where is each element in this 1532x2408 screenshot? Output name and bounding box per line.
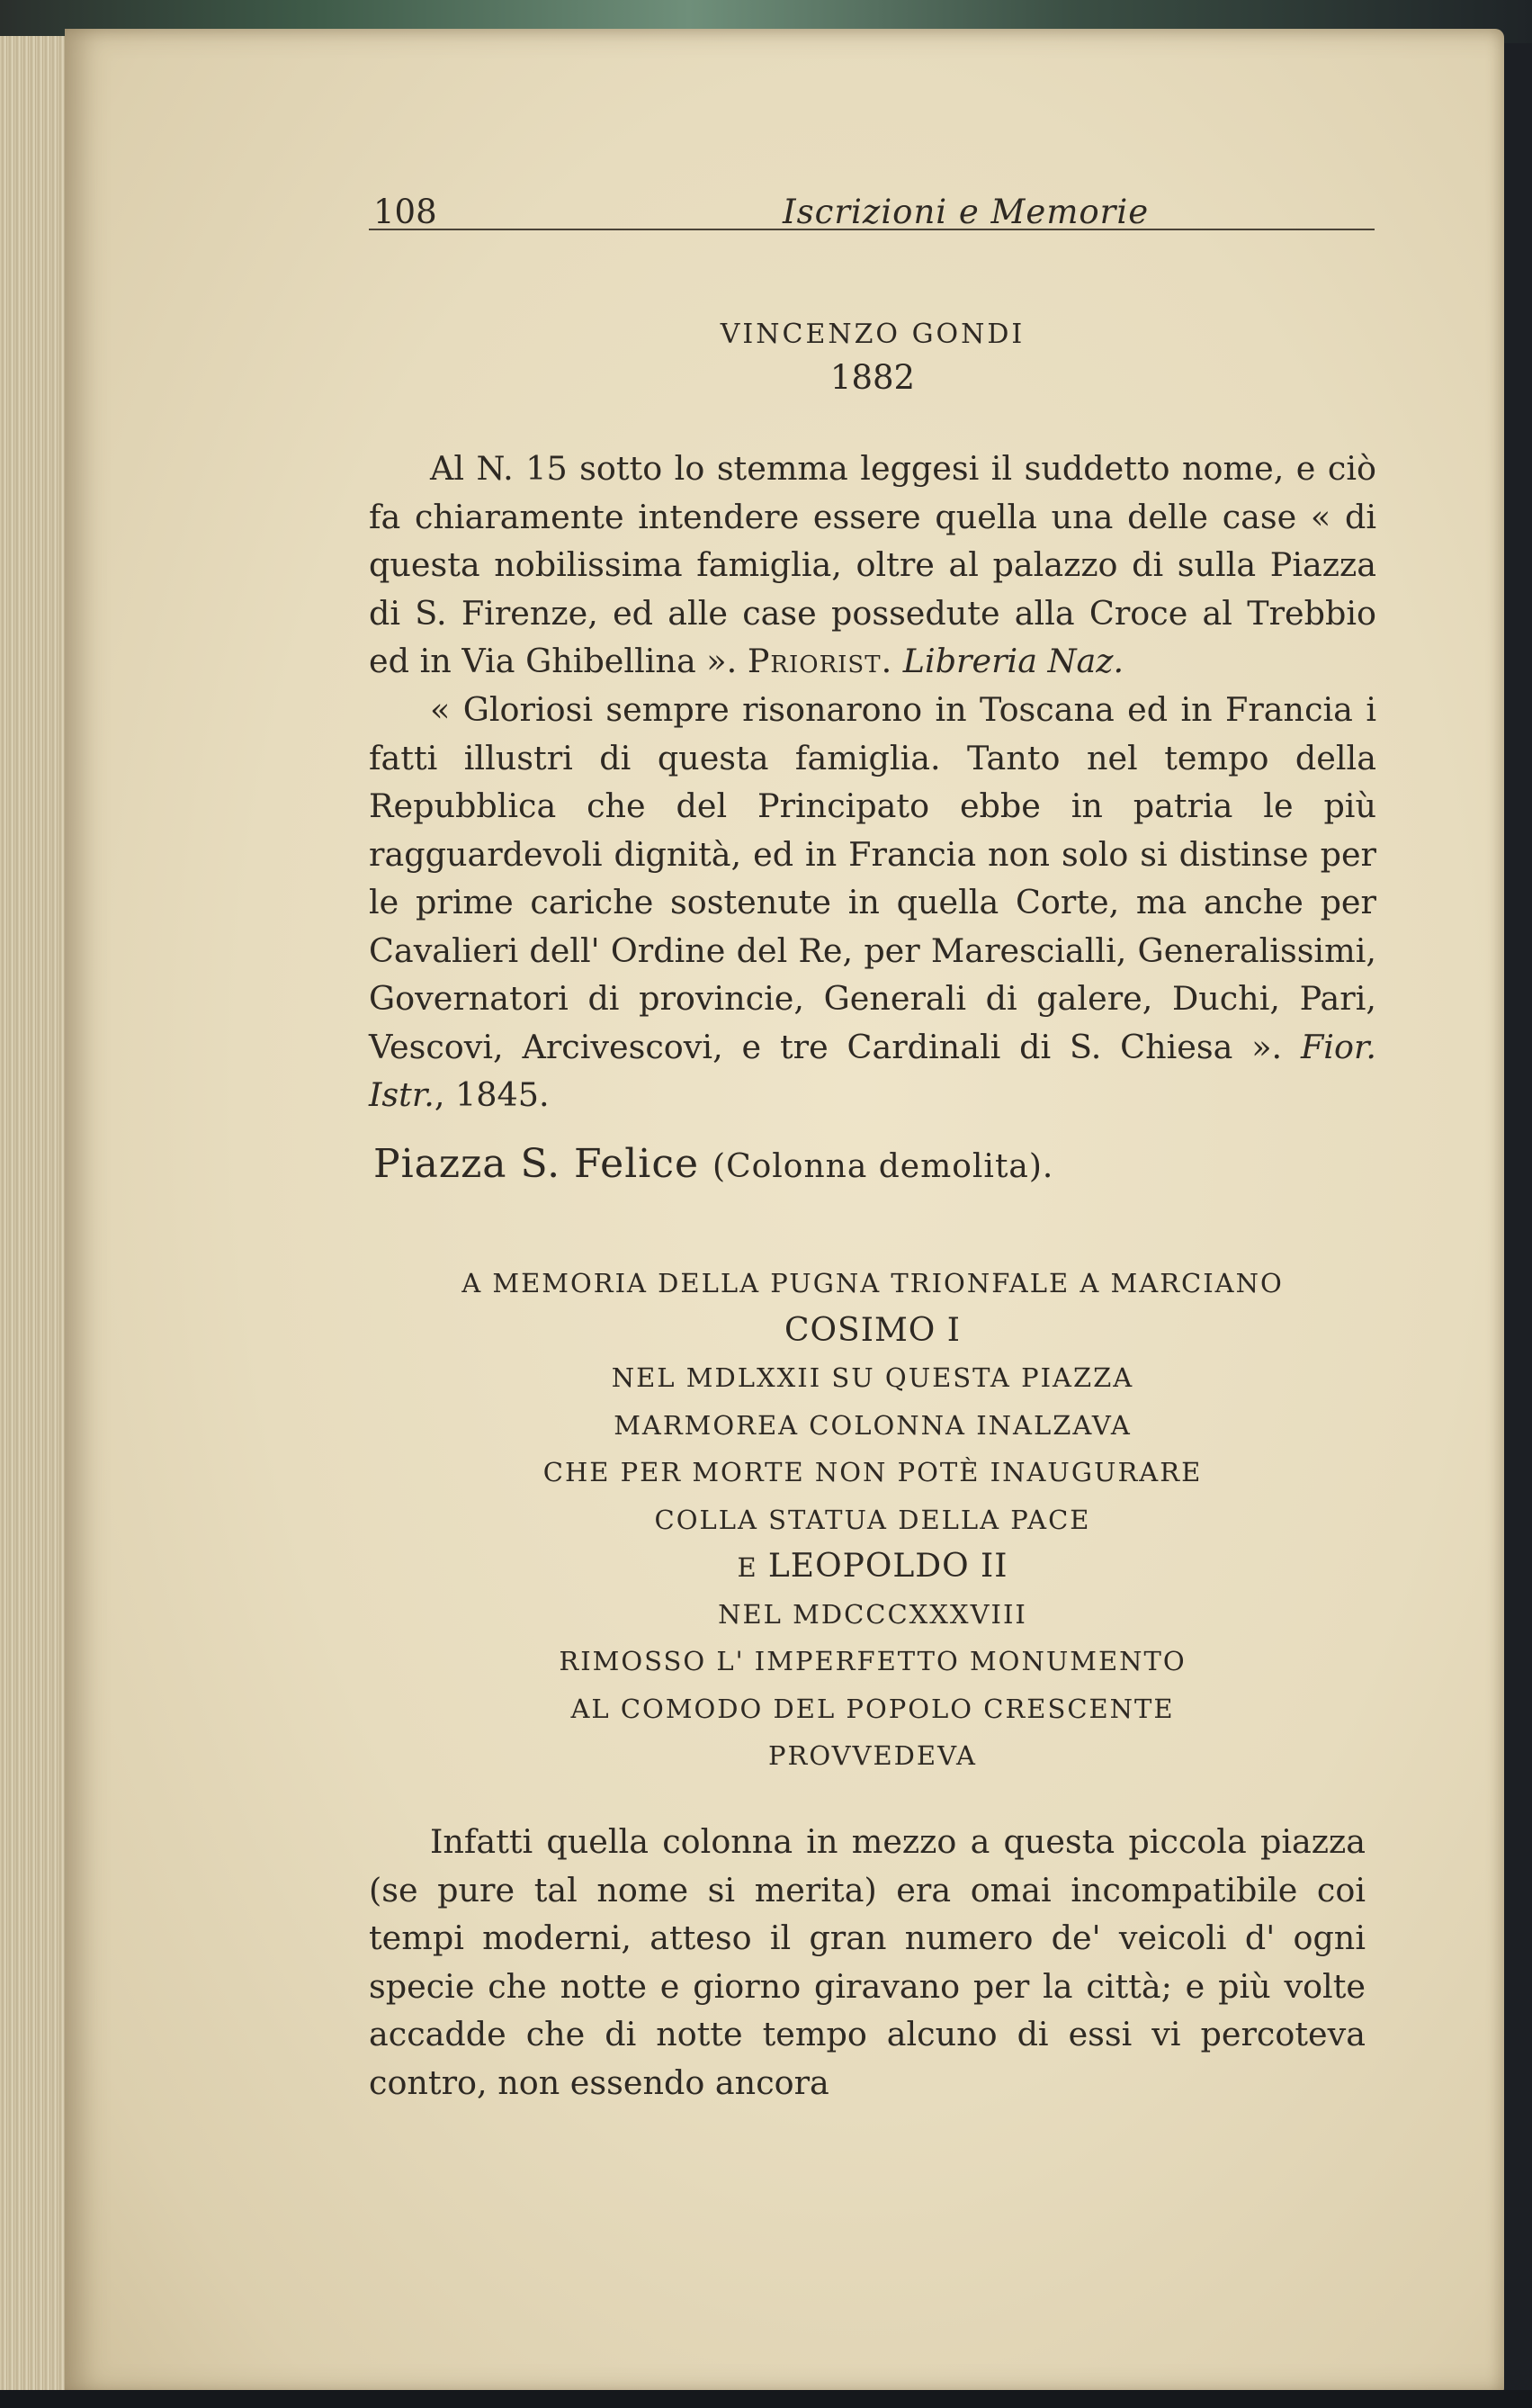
inscription-line: MARMOREA COLONNA INALZAVA [614,1409,1132,1441]
piazza-heading [373,1141,1053,1187]
paragraph-gondi-family [369,686,1376,1119]
source-title: Fior. Istr. [369,1027,1376,1114]
background-bottom-strip [0,2390,1532,2408]
inscription-conjunction: E [737,1552,758,1583]
section-title: VINCENZO GONDI [720,319,1026,350]
inscription-line: A MEMORIA DELLA PUGNA TRIONFALE A MARCIANO [461,1268,1284,1298]
inscription-line: NEL MDCCCXXXVIII [718,1598,1027,1630]
header-rule [369,229,1375,230]
source-year: , 1845. [434,1075,550,1114]
source-title: Libreria Naz. [902,642,1124,680]
inscription-line: NEL MDLXXII SU QUESTA PIAZZA [611,1362,1134,1393]
source-author: Priorist. [747,642,893,680]
inscription-line [369,1543,1376,1591]
paragraph-text: « Gloriosi sempre risonarono in Toscana ed in Francia i fatti illustri di questa famiglia. Tanto nel tempo della Repubblica che del Principato ebbe in patria le più ragguardevoli dignità, ed in Francia non solo si distinse per le prime cariche sostenute in quella Corte, ma anche per Cavalieri dell' Ordine del Re, per Marescialli, Generalissimi, Governatori di provincie, Generali di galere, Duchi, Pari, Vescovi, Arcivescovi, e tre Cardinali di S. Chiesa ». [369,690,1376,1066]
paragraph-gondi-house [369,445,1376,686]
inscription-line: AL COMODO DEL POPOLO CRESCENTE [570,1693,1175,1724]
book-page [65,29,1504,2394]
paragraph-text: Al N. 15 sotto lo stemma leggesi il suddetto nome, e ciò fa chiaramente intendere essere quella una delle case « di questa nobilissima famiglia, oltre al palazzo di sulla Piazza di S. Firenze, ed alle case possedute alla Croce al Trebbio ed in Via Ghibellina ». [369,449,1376,680]
inscription-block [369,1260,1376,1780]
inscription-name: LEOPOLDO II [767,1548,1008,1585]
running-title: Iscrizioni e Memorie [783,193,1150,231]
piazza-subtitle: (Colonna demolita). [712,1148,1054,1185]
inscription-line: COSIMO I [784,1311,961,1349]
inscription-line: CHE PER MORTE NON POTÈ INAUGURARE [542,1457,1203,1487]
piazza-title: Piazza S. Felice [373,1141,700,1187]
running-head [369,164,1439,231]
section-year: 1882 [829,358,916,397]
page-number: 108 [373,193,437,231]
book-page-edges [0,36,67,2394]
inscription-line: PROVVEDEVA [767,1740,977,1771]
paragraph-column-removal [369,1818,1366,2107]
inscription-line: RIMOSSO L' IMPERFETTO MONUMENTO [559,1646,1187,1676]
inscription-line: COLLA STATUA DELLA PACE [654,1504,1091,1535]
paragraph-text: Infatti quella colonna in mezzo a questa piccola piazza (se pure tal nome si merita) era omai incompatibile coi tempi moderni, atteso il gran numero de' veicoli d' ogni specie che notte e giorno giravano per la città; e più volte accadde che di notte tempo alcuno di essi vi percoteva contro, non essendo ancora [369,1822,1366,2102]
